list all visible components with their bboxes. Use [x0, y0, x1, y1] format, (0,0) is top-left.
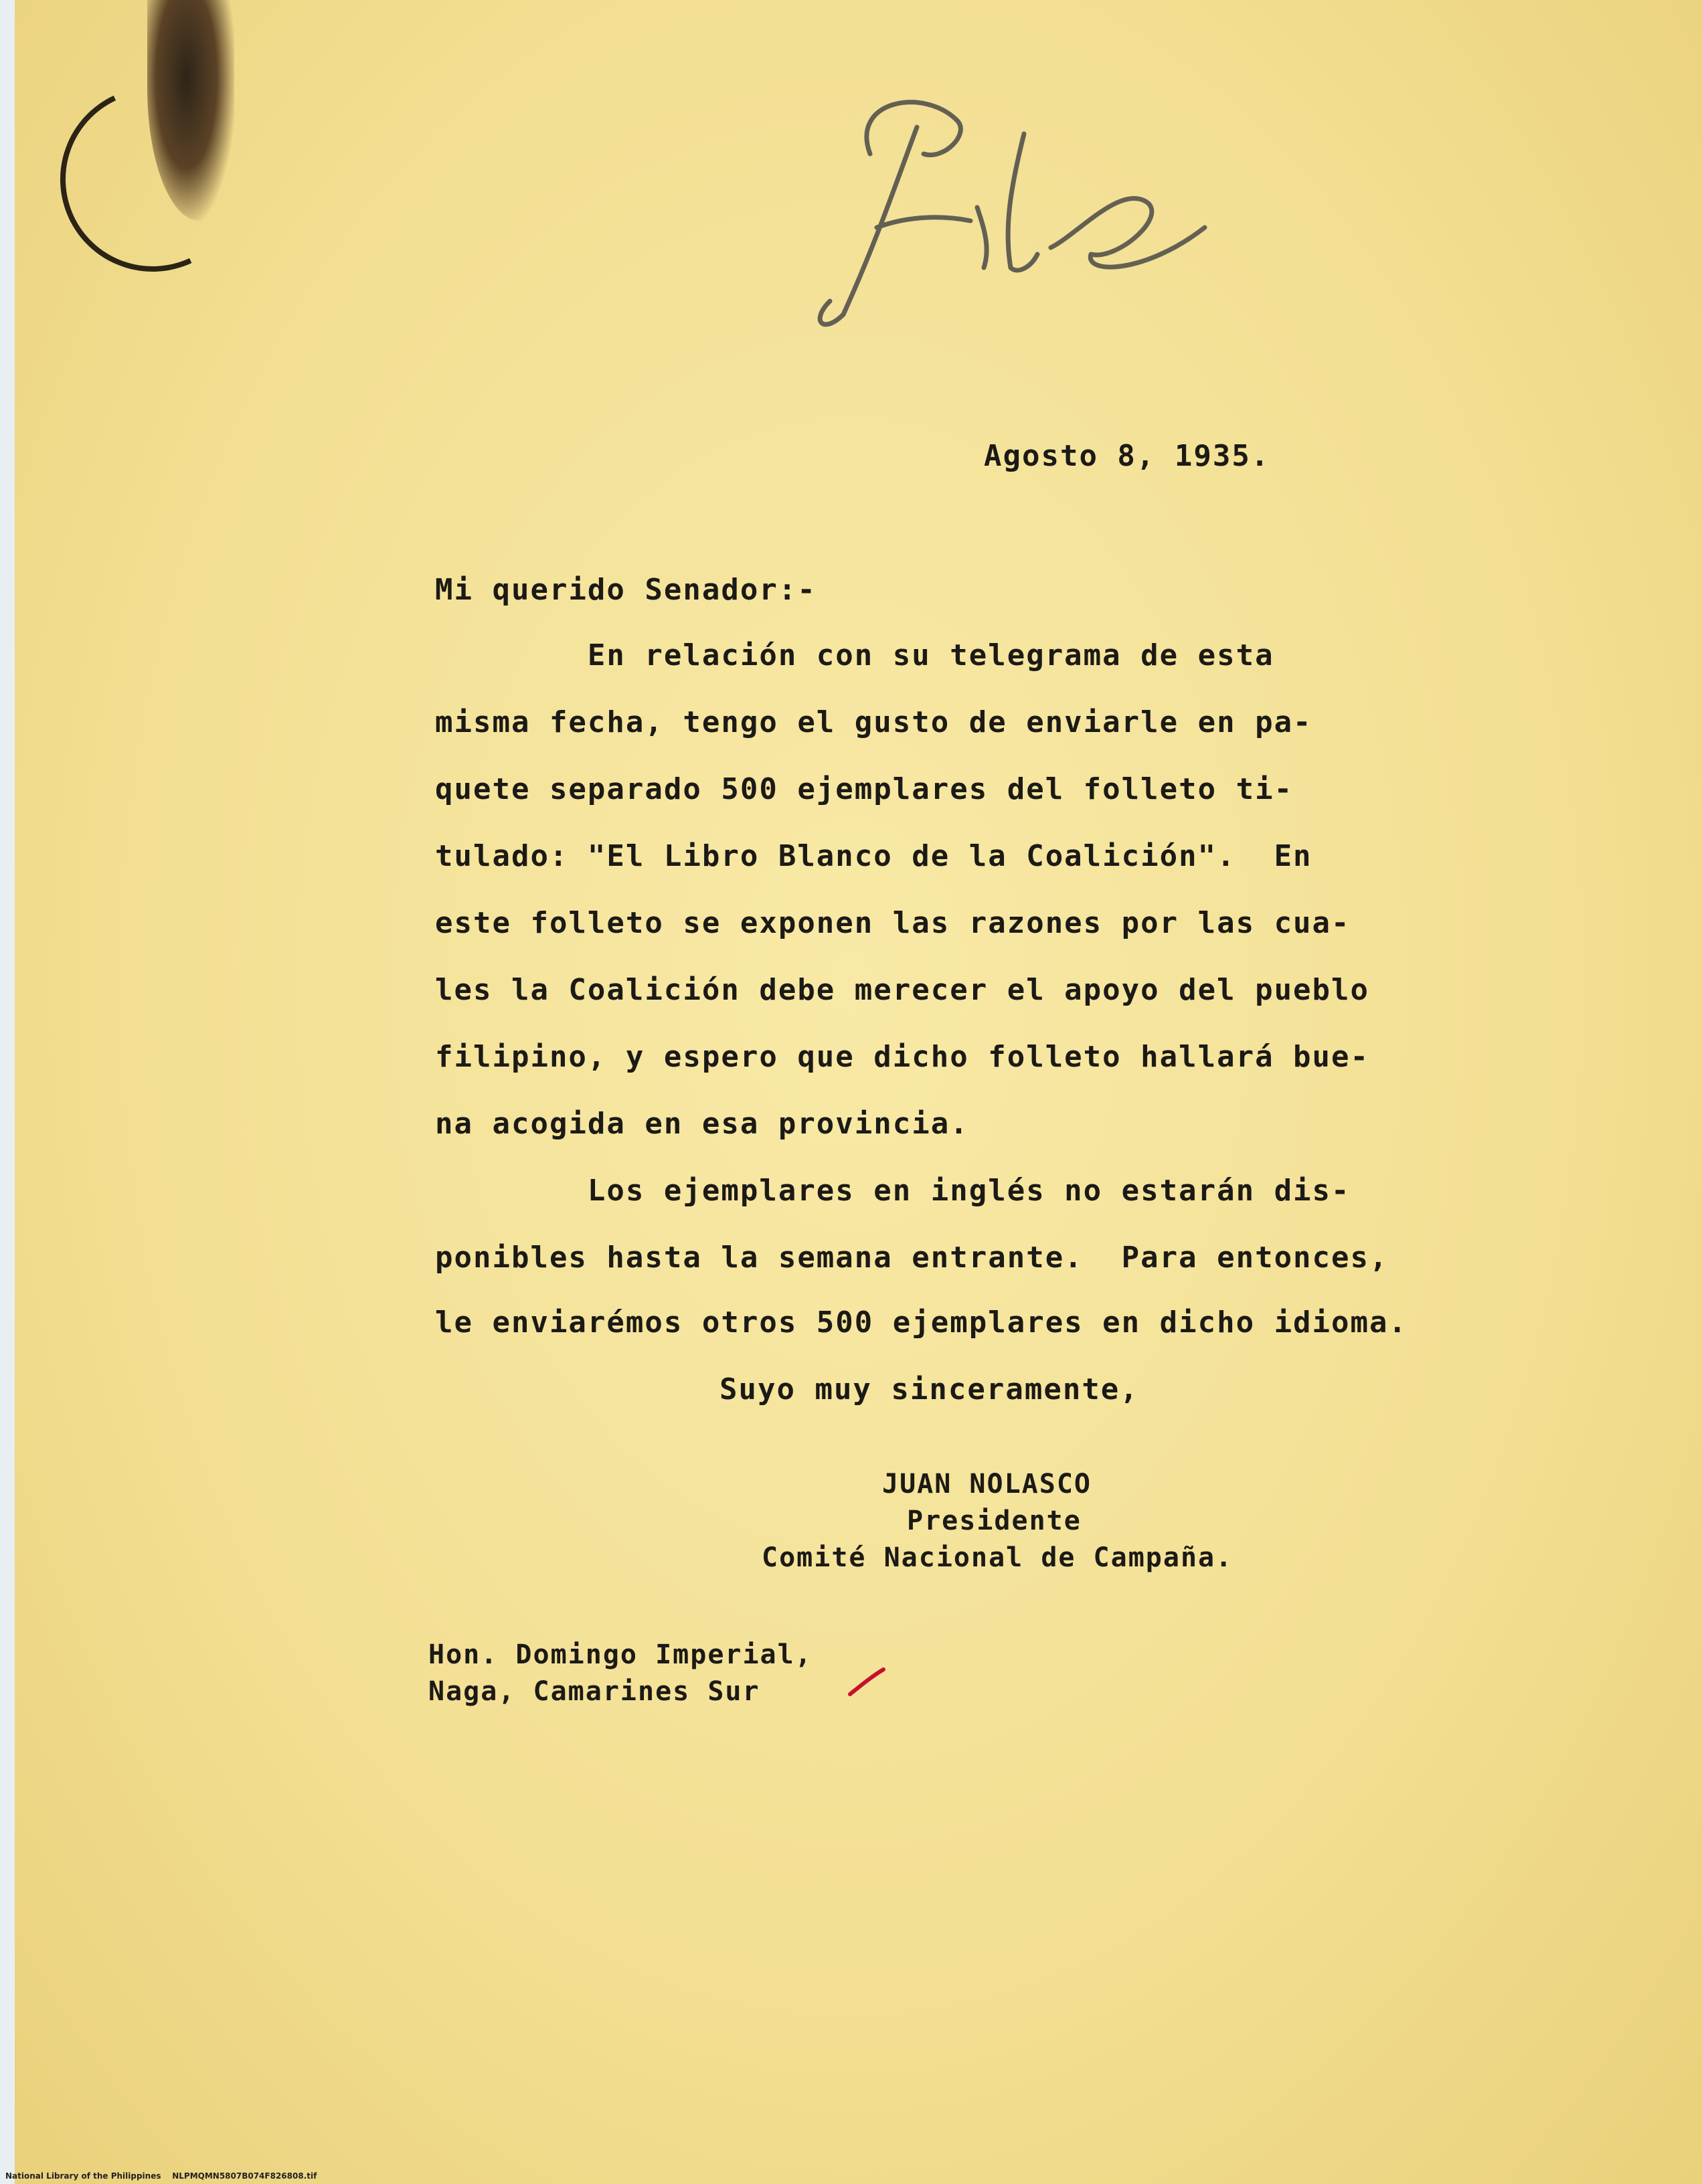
signature-name: JUAN NOLASCO — [882, 1469, 1092, 1499]
red-pencil-tick — [847, 1666, 887, 1700]
body-line: le enviarémos otros 500 ejemplares en dicho idioma. — [435, 1305, 1408, 1340]
recipient-name: Hon. Domingo Imperial, — [428, 1639, 813, 1670]
body-line: les la Coalición debe merecer el apoyo del pueblo — [435, 973, 1370, 1007]
scan-footer — [5, 2171, 317, 2181]
body-line: filipino, y espero que dicho folleto hallará bue- — [435, 1040, 1370, 1074]
staple-mark — [34, 61, 271, 298]
signature-organization: Comité Nacional de Campaña. — [762, 1542, 1233, 1573]
letter-date: Agosto 8, 1935. — [984, 439, 1270, 473]
body-line: tulado: "El Libro Blanco de la Coalición". En — [435, 839, 1312, 873]
body-line: ponibles hasta la semana entrante. Para entonces, — [435, 1241, 1389, 1275]
handwritten-file-annotation — [770, 74, 1225, 355]
body-line: na acogida en esa provincia. — [435, 1107, 969, 1141]
footer-file-id: NLPMQMN5807B074F826808.tif — [172, 2171, 317, 2181]
body-line: misma fecha, tengo el gusto de enviarle en pa- — [435, 705, 1312, 739]
body-line: este folleto se exponen las razones por las cua- — [435, 906, 1351, 940]
body-line: Los ejemplares en inglés no estarán dis- — [435, 1174, 1351, 1208]
signature-title: Presidente — [907, 1506, 1082, 1536]
recipient-address: Naga, Camarines Sur — [428, 1676, 760, 1707]
salutation: Mi querido Senador:- — [435, 573, 817, 607]
scan-edge — [0, 0, 15, 2184]
body-line: En relación con su telegrama de esta — [435, 638, 1274, 672]
footer-source: National Library of the Philippines — [5, 2171, 161, 2181]
closing: Suyo muy sinceramente, — [719, 1372, 1139, 1406]
body-line: quete separado 500 ejemplares del folleto ti- — [435, 772, 1294, 806]
